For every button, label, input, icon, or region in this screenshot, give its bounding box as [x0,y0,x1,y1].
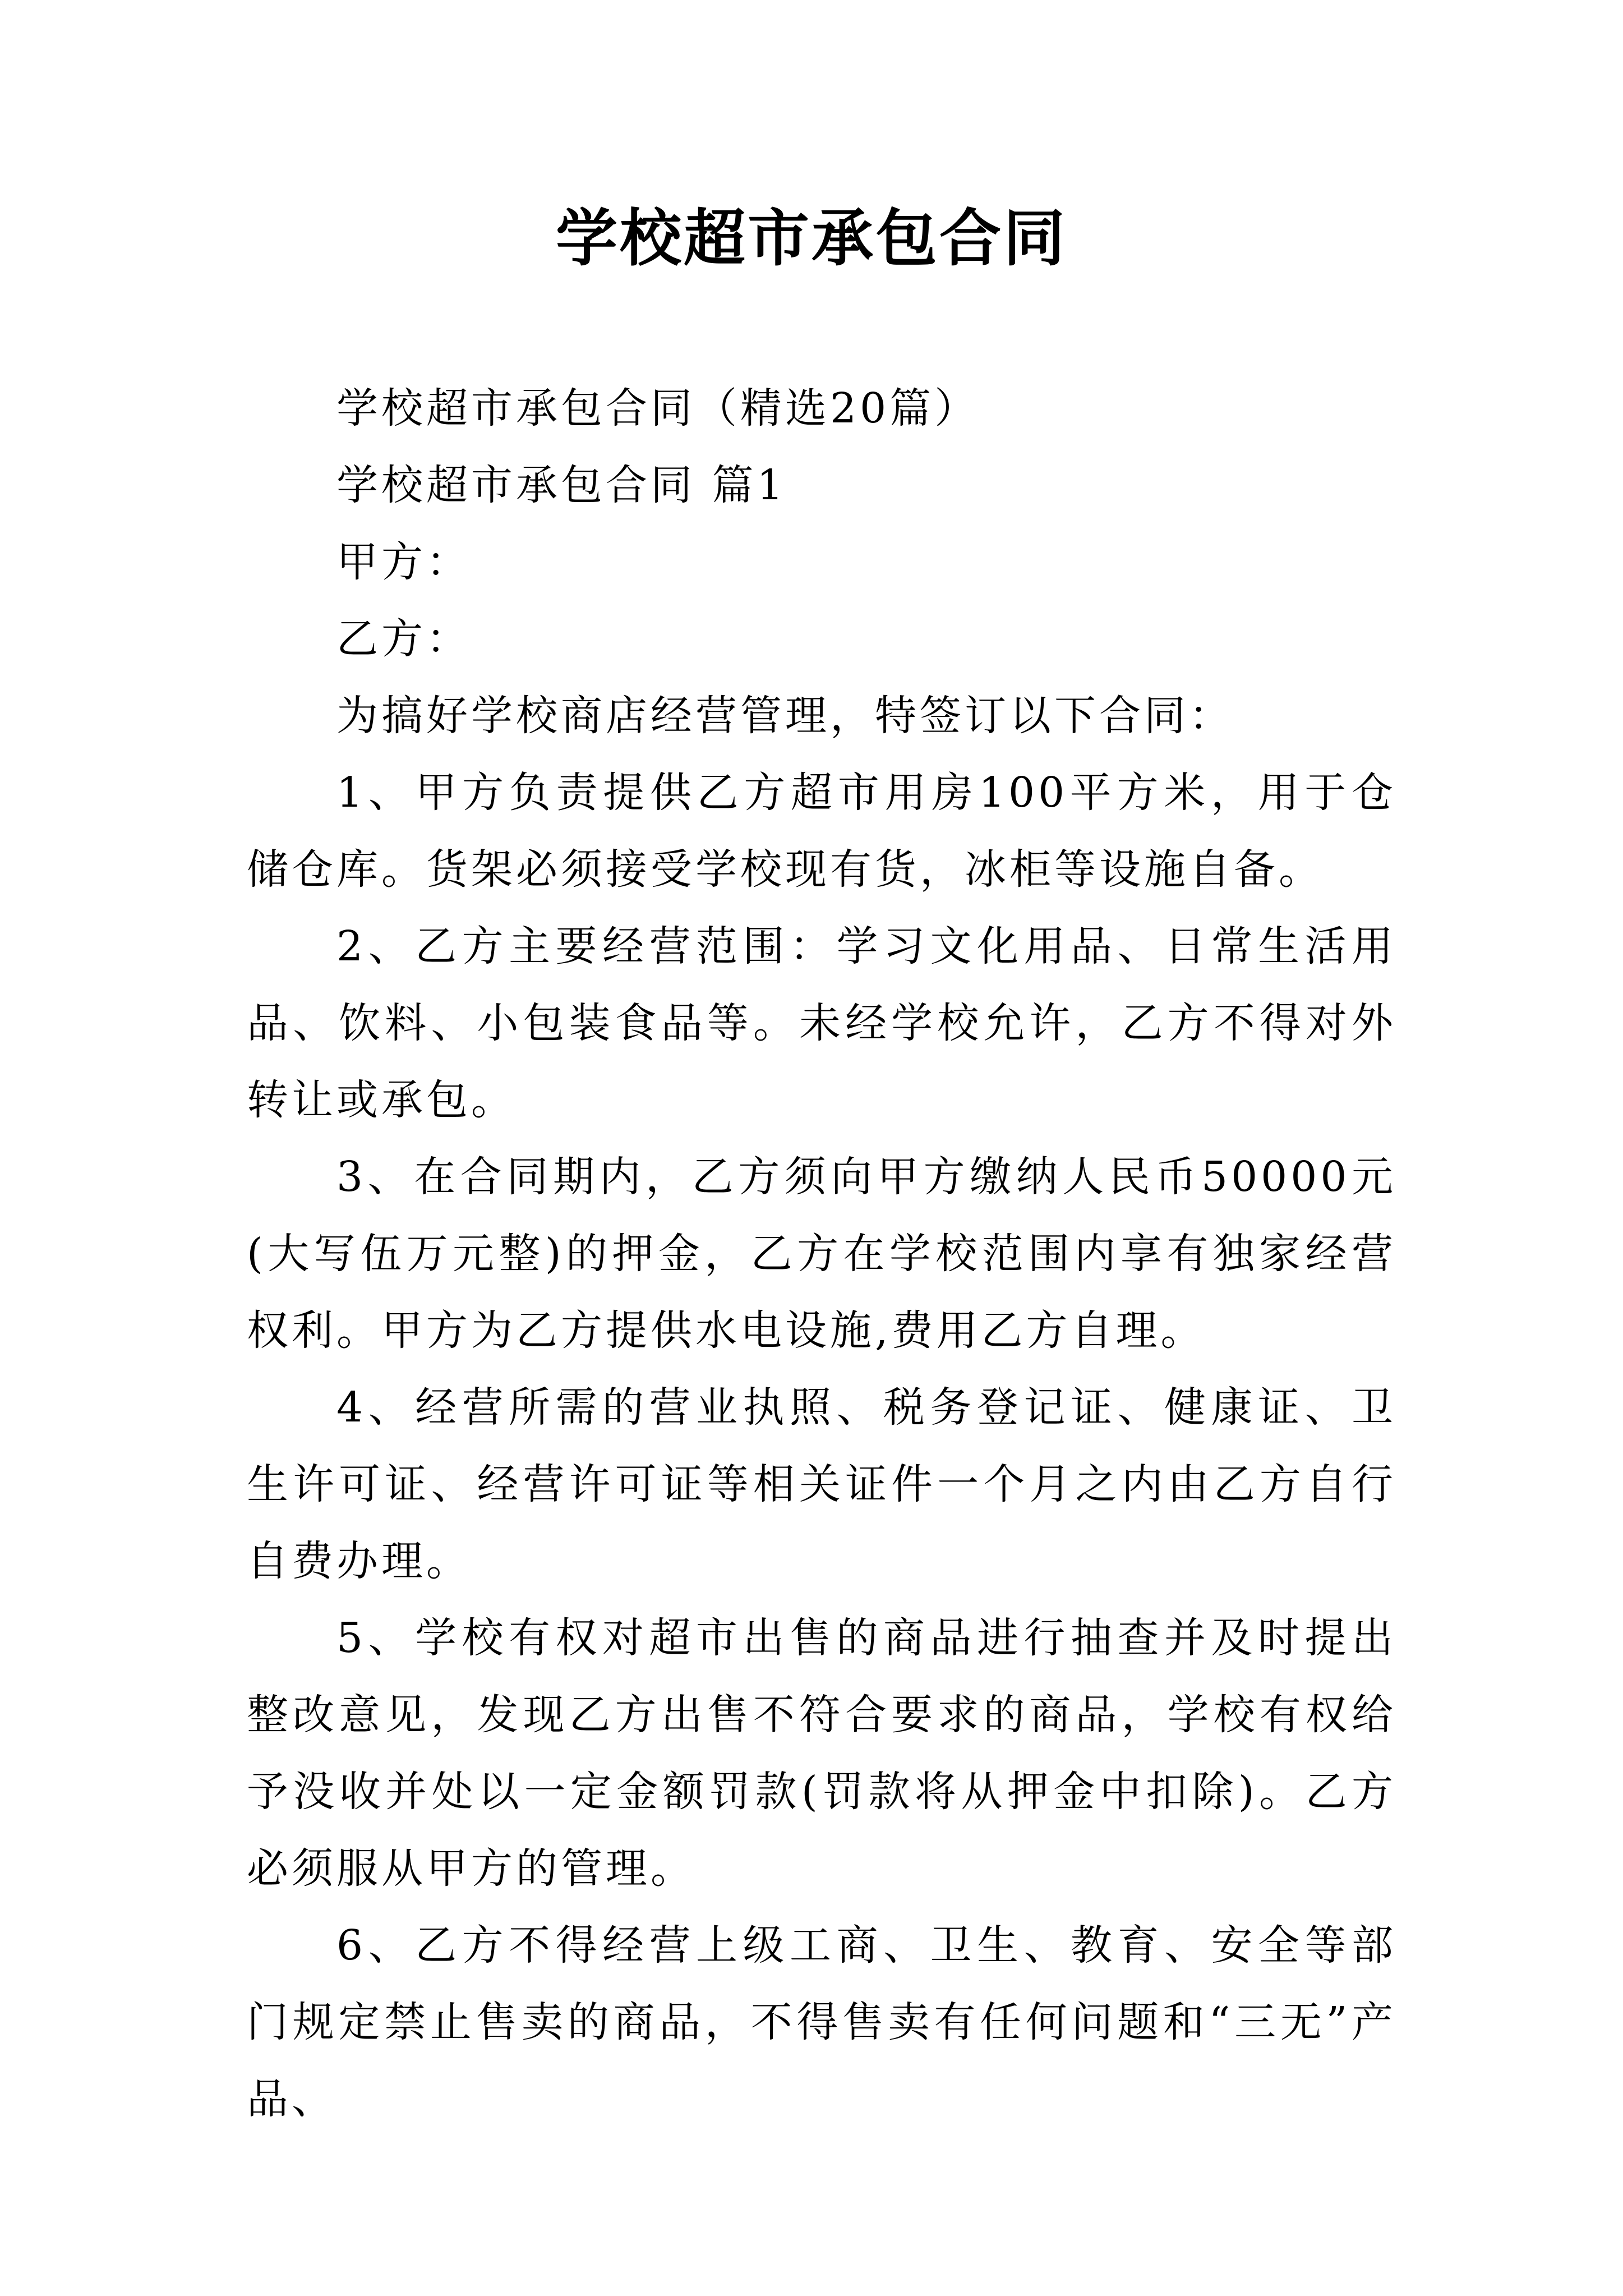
paragraph-clause-5: 5、学校有权对超市出售的商品进行抽查并及时提出整改意见，发现乙方出售不符合要求的商品，学校有权给予没收并处以一定金额罚款(罚款将从押金中扣除)。乙方必须服从甲方的管理。 [247,1614,1396,1893]
document-body [247,370,1396,2138]
paragraph-intro: 为搞好学校商店经营管理，特签订以下合同： [336,692,1234,740]
paragraph-party-b: 乙方： [336,615,471,663]
paragraph-clause-6: 6、乙方不得经营上级工商、卫生、教育、安全等部门规定禁止售卖的商品，不得售卖有任何问题和“三无”产品、 [247,1921,1396,2123]
document-title: 学校超市承包合同 [556,202,1067,274]
paragraph-clause-3: 3、在合同期内，乙方须向甲方缴纳人民币50000元(大写伍万元整)的押金，乙方在学校范围内享有独家经营权利。甲方为乙方提供水电设施,费用乙方自理。 [247,1153,1396,1355]
paragraph-subtitle: 学校超市承包合同（精选20篇） [336,384,980,432]
paragraph-clause-4: 4、经营所需的营业执照、税务登记证、健康证、卫生许可证、经营许可证等相关证件一个月之内由乙方自行自费办理。 [247,1383,1396,1585]
paragraph-clause-1: 1、甲方负责提供乙方超市用房100平方米，用于仓储仓库。货架必须接受学校现有货，冰柜等设施自备。 [247,769,1396,894]
paragraph-clause-2: 2、乙方主要经营范围：学习文化用品、日常生活用品、饮料、小包装食品等。未经学校允许，乙方不得对外转让或承包。 [247,922,1396,1124]
paragraph-party-a: 甲方： [336,538,471,586]
paragraph-section-heading: 学校超市承包合同 篇1 [336,461,787,509]
